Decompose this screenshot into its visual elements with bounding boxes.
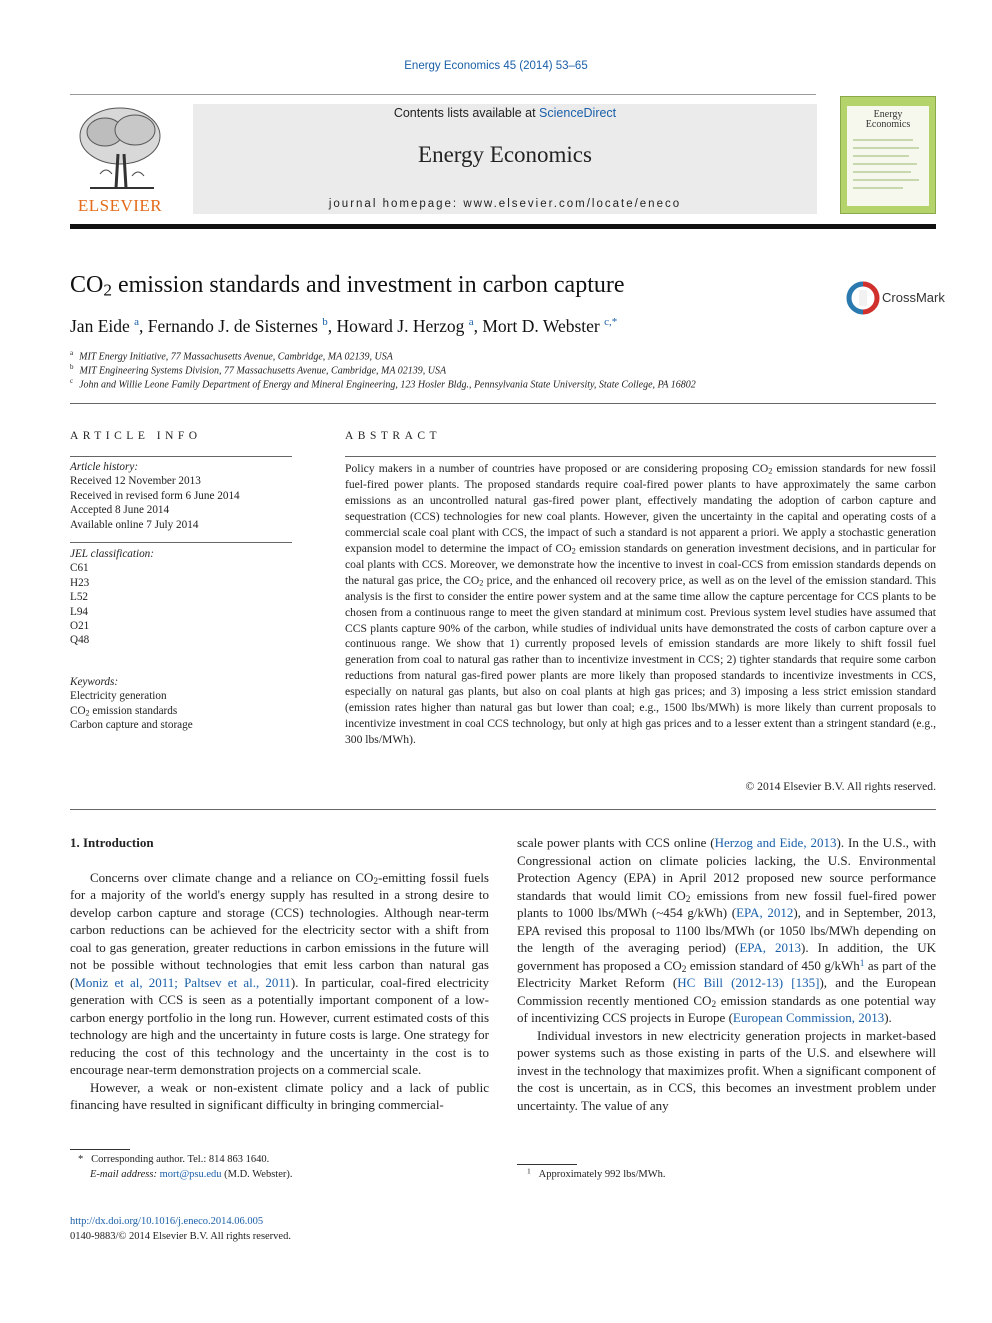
jel-code: H23 (70, 576, 90, 589)
email-link[interactable]: mort@psu.edu (159, 1169, 222, 1180)
jel-label: JEL classification: (70, 548, 155, 560)
affiliation: $^a$ MIT Energy Initiative, 77 Massachusetts Avenue, Cambridge, MA 02139, USA (70, 349, 393, 363)
jel-code: C61 (70, 562, 89, 575)
body-paragraph: Concerns over climate change and a reliance on $CO_2$-emitting fossil fuels for a majority of the world's energy supply has resulted in a strong desire to develop carbon capture and storage (CCS) technologies. Although near-term carbon reductions can be achieved for the electricity sector with a shift from coal to gas generation, greater reductions in carbon emissions in the future will not be possible without technologies that emit less carbon than natural gas (Moniz et al, 2011; Paltsev et al., 2011). In particular, coal-fired electricity generation with CCS is seen as a potentially important component of a low-carbon energy portfolio in the long run. However, current estimated costs of this technology are high and the uncertainty in future costs is large. One strategy for reducing the cost of this technology and the uncertainty in the cost is to encourage near-term demonstration projects on a commercial scale. (70, 869, 489, 1077)
header-top-rule (70, 94, 816, 95)
body-left-column (70, 834, 489, 1114)
body-paragraph: Individual investors in new electricity generation projects in market-based power systems such as those existing in parts of the U.S. and elsewhere will invest in the technology that maximizes profit. When a significant component of the cost is uncertain, as in CCS, this becomes an investment problem under uncertainty. The value of any (517, 1027, 936, 1113)
issn-copyright: 0140-9883/© 2014 Elsevier B.V. All rights reserved. (70, 1231, 291, 1242)
sciencedirect-link[interactable]: ScienceDirect (539, 106, 617, 120)
divider (345, 456, 936, 457)
author-affiliation-mark[interactable]: a (468, 316, 474, 329)
cover-title: Energy Economics (865, 109, 911, 130)
jel-code: Q48 (70, 634, 90, 647)
header-thick-rule (70, 224, 936, 229)
keyword: $CO_2$ emission standards (70, 704, 178, 718)
jel-code: L52 (70, 591, 89, 604)
author-name[interactable]: Howard J. Herzog (336, 316, 465, 336)
keywords (70, 675, 292, 733)
citation-link[interactable]: European Commission, 2013 (732, 1010, 885, 1025)
article-title: $CO_2$ emission standards and investment in carbon capture (70, 272, 625, 300)
jel-classification (70, 547, 292, 648)
citation-link[interactable]: HC Bill (2012-13) [135] (677, 975, 820, 990)
body-right-column (517, 834, 936, 1114)
journal-citation-link[interactable]: Energy Economics 45 (2014) 53–65 (404, 60, 588, 72)
contents-line (193, 106, 817, 120)
author-affiliation-mark[interactable]: c,* (604, 316, 618, 329)
jel-code: L94 (70, 605, 89, 618)
author-name[interactable]: Fernando J. de Sisternes (147, 316, 318, 336)
history-label: Article history: (70, 461, 139, 473)
abstract-text: Policy makers in a number of countries have proposed or are considering proposing $CO_2$ emission standards for new fossil fuel-fired power plants. The proposed standards require coal-fired power plants to have approximately the same carbon emissions as an uncontrolled natural gas-fired power plant, effectively mandating the adoption of carbon capture and sequestration (CCS) technologies for new coal plants. However, given the uncertainty in the capital and operating costs of a commercial scale coal plant with CCS, the impact of such a standard is not apparent a priori. We apply a stochastic generation expansion model to determine the impact of $CO_2$ emission standards on generation investment decisions, and in particular for coal plants with CCS. Moreover, we demonstrate how the incentive to invest in coal-CCS from emission standards depends on the natural gas price, the $CO_2$ price, and the enhanced oil recovery price, as well as on the level of the emission standard. This analysis is the first to consider the entire power system and at the same time allow the capture percentage for CCS plants to be chosen from a continuous range to meet the given standard at minimum cost. Previous system level studies have assumed that CCS plants capture 90% of the carbon, while studies of individual units have demonstrated the costs of carbon capture over a continuous range. We show that 1) currently proposed levels of emission standards are more likely to shift fossil fuel generation from coal to natural gas rather than to incentivize investment in CCS; 2) tighter standards that require some carbon reductions from natural gas-fired power plants are more likely than proposed standards to incentivize investments in CCS, especially on natural gas plants, but also on coal plants at high gas prices; and 3) imposing a less strict emission standard (emission rates higher than natural gas but lower than coal; e.g., 1500 lbs/MWh) is more likely than current proposals to incentivize investment in coal CCS technology, but only at high gas prices and to a lesser extent than a stringent standard (e.g., 300 lbs/MWh). (345, 462, 936, 747)
crossmark-icon[interactable] (846, 281, 880, 315)
divider (70, 403, 936, 404)
jel-code: O21 (70, 620, 90, 633)
author-list: Jan Eide $^a$, Fernando J. de Sisternes $^b$, Howard J. Herzog $^a$, Mort D. Webster $^{c,*}$ (70, 316, 618, 336)
journal-name: Energy Economics (418, 142, 592, 167)
footnote-1: $^1$ Approximately 992 lbs/MWh. (527, 1166, 666, 1180)
divider (70, 456, 292, 457)
citation-link[interactable]: EPA, 2013 (739, 940, 801, 955)
keywords-label: Keywords: (70, 676, 119, 688)
section-title: 1. Introduction (70, 835, 154, 850)
cover-lines-icon (853, 136, 923, 200)
author-affiliation-mark[interactable]: b (322, 316, 328, 329)
history-item: Available online 7 July 2014 (70, 518, 199, 531)
crossmark-label[interactable]: CrossMark (882, 290, 945, 305)
footnote-number: 1 (527, 1166, 531, 1176)
history-item: Received in revised form 6 June 2014 (70, 489, 240, 502)
divider (70, 542, 292, 543)
footnote-rule (517, 1164, 577, 1165)
footnote-star: * (78, 1154, 84, 1165)
history-item: Accepted 8 June 2014 (70, 504, 170, 517)
divider (70, 809, 936, 810)
elsevier-wordmark: ELSEVIER (77, 196, 163, 215)
history-item: Received 12 November 2013 (70, 475, 201, 488)
contents-prefix: Contents lists available at (393, 106, 540, 120)
footnote-rule (70, 1149, 130, 1150)
journal-cover-thumbnail[interactable] (840, 96, 936, 214)
author-name[interactable]: Mort D. Webster (482, 316, 600, 336)
citation-link[interactable]: EPA, 2012 (736, 905, 794, 920)
citation-link[interactable]: Herzog and Eide, 2013 (714, 835, 837, 850)
body-paragraph: scale power plants with CCS online (Herzog and Eide, 2013). In the U.S., with Congressional action on climate policies lacking, the U.S. Environmental Protection Agency (EPA) in April 2012 proposed new source performance standards that would limit $CO_2$ emissions from new fossil fuel-fired power plants to 1000 lbs/MWh (~454 g/kWh) (EPA, 2012), and in September, 2013, EPA revised this proposal to 1100 lbs/MWh (or 1050 lbs/MWh depending on the length of the averaging period) (EPA, 2013). In addition, the UK government has proposed a $CO_2$ emission standard of 450 g/kWh$^1$ as part of the Electricity Market Reform (HC Bill (2012-13) [135]), and the European Commission recently mentioned $CO_2$ emission standards as one potential way of incentivizing CCS projects in Europe (European Commission, 2013). (517, 835, 936, 1025)
body-paragraph: However, a weak or non-existent climate policy and a lack of public financing have resulted in significant difficulty in bringing commercial- (70, 1079, 489, 1112)
doi-link[interactable]: http://dx.doi.org/10.1016/j.eneco.2014.06.005 (70, 1216, 264, 1227)
corresponding-author-note: * Corresponding author. Tel.: 814 863 1640. E-mail address: mort@psu.edu (M.D. Webster). (78, 1154, 293, 1180)
keyword: Carbon capture and storage (70, 719, 193, 732)
article-history (70, 460, 292, 532)
author-affiliation-mark[interactable]: a (134, 316, 140, 329)
abstract-heading: ABSTRACT (345, 430, 442, 442)
keyword: Electricity generation (70, 690, 167, 703)
footnote-mark[interactable]: 1 (859, 958, 865, 969)
citation-link[interactable]: Moniz et al, 2011; Paltsev et al., 2011 (74, 974, 291, 990)
cover-inner-page (847, 106, 929, 206)
affiliation: $^c$ John and Willie Leone Family Department of Energy and Mineral Engineering, 123 Hosler Bldg., Pennsylvania State University, State College, PA 16802 (70, 377, 696, 391)
journal-homepage[interactable]: journal homepage: www.elsevier.com/locate/eneco (328, 198, 682, 210)
email-label: E-mail address: (90, 1169, 157, 1180)
article-info-heading: ARTICLE INFO (70, 430, 202, 442)
elsevier-tree-logo (70, 104, 170, 196)
affiliation: $^b$ MIT Engineering Systems Division, 77 Massachusetts Avenue, Cambridge, MA 02139, USA (70, 363, 447, 377)
author-name[interactable]: Jan Eide (70, 316, 130, 336)
abstract-copyright: © 2014 Elsevier B.V. All rights reserved. (745, 780, 936, 793)
